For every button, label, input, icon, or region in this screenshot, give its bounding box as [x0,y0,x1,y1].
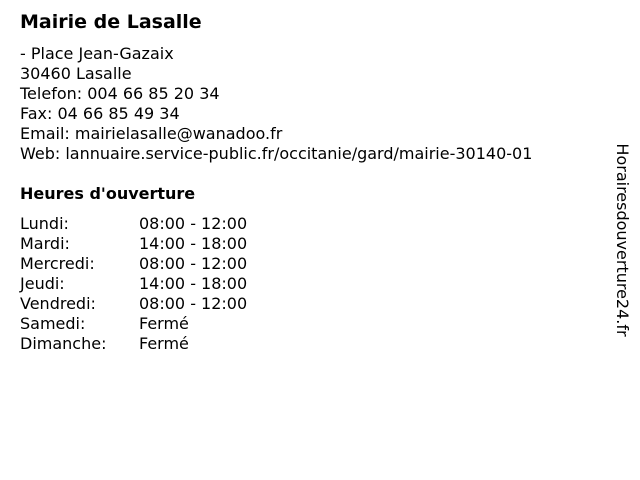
hours-day: Dimanche: [20,334,107,353]
hours-day: Mardi: [20,234,70,253]
hours-day: Lundi: [20,214,69,233]
hours-time: 14:00 - 18:00 [139,274,248,293]
hours-day: Vendredi: [20,294,96,313]
hours-time: Fermé [139,334,189,353]
hours-day: Jeudi: [20,274,65,293]
website-url: Web: lannuaire.service-public.fr/occitanie/gard/mairie-30140-01 [20,144,533,163]
contact-block [20,44,532,164]
hours-time: Fermé [139,314,189,333]
email-address: Email: mairielasalle@wanadoo.fr [20,124,283,143]
hours-time: 14:00 - 18:00 [139,234,248,253]
phone-number: Telefon: 004 66 85 20 34 [20,84,220,103]
site-watermark: Horairesdouverture24.fr [613,143,632,337]
address-city: 30460 Lasalle [20,64,132,83]
address-street: - Place Jean-Gazaix [20,44,174,63]
fax-number: Fax: 04 66 85 49 34 [20,104,180,123]
hours-day: Samedi: [20,314,86,333]
hours-time: 08:00 - 12:00 [139,254,248,273]
opening-hours-heading: Heures d'ouverture [20,184,196,203]
hours-time: 08:00 - 12:00 [139,294,248,313]
page-title: Mairie de Lasalle [20,11,202,33]
hours-day: Mercredi: [20,254,95,273]
hours-time: 08:00 - 12:00 [139,214,248,233]
